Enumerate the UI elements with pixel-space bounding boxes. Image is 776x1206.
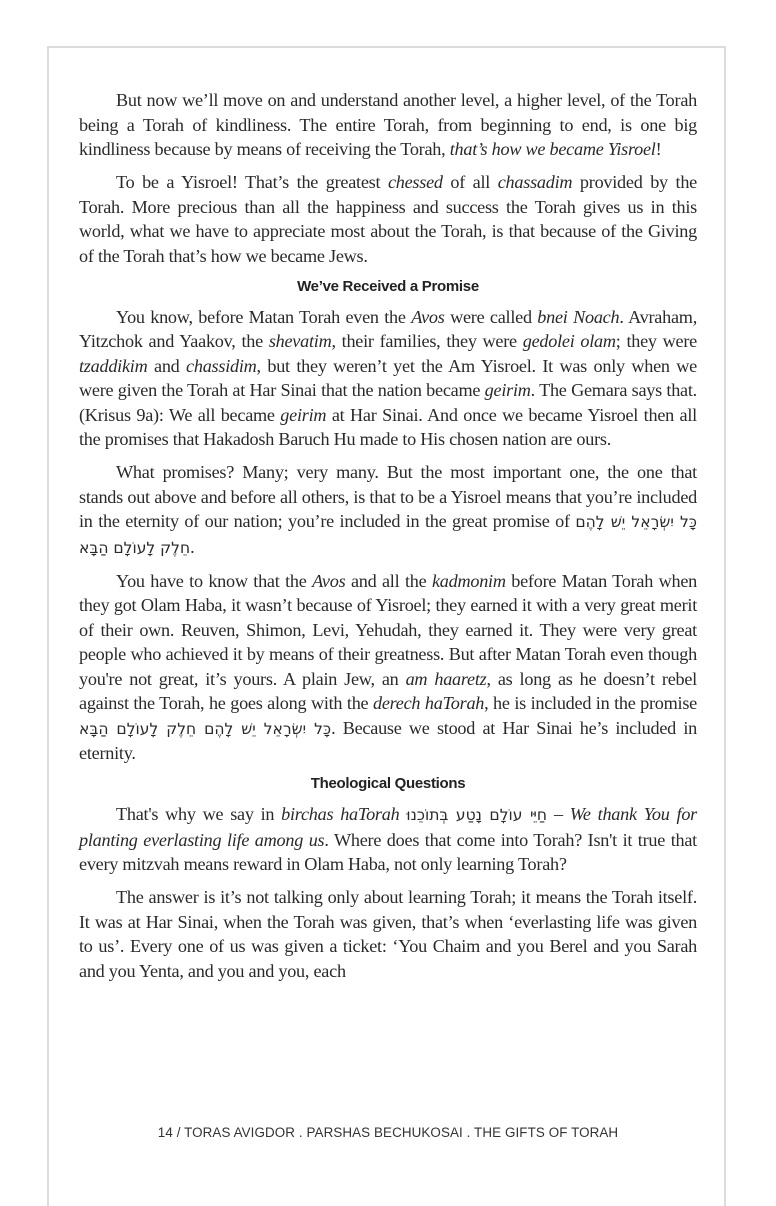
text-run: at Har Sinai. And once we became Yisroel then all the promises that Hakadosh Baruch Hu made to His chosen nation are ours. <box>79 404 697 449</box>
paragraph-7 <box>79 885 697 983</box>
text-run: You know, before Matan Torah even the <box>116 306 412 327</box>
italic-run: kadmonim <box>431 570 506 591</box>
text-run: were called <box>444 306 538 327</box>
italic-run: derech haTorah <box>372 693 485 713</box>
italic-run: geirim <box>280 404 327 425</box>
text-run: , their families, they were <box>331 331 523 351</box>
text-run: . Where does that come into Torah? Isn't it true that every mitzvah means reward in Olam Haba, not only learning Torah? <box>79 829 697 874</box>
text-run: The answer is it’s not talking only about learning Torah; it means the Torah itself. It was at Har Sinai, when the Torah was given, that’s when ‘everlasting life was given to us’. Every one of us was given a ticket: ‘You Chaim and you Berel and you Sarah and you Yenta, and you and you, each <box>79 887 697 981</box>
text-run: , he is included in the promise <box>484 693 697 713</box>
text-run: of all <box>442 172 498 192</box>
text-run: and <box>147 355 187 376</box>
text-run: . <box>190 536 195 557</box>
text-run: provided by the Torah. More precious than all the happiness and success the Torah gives us in this world, what we have to appreciate most about the Torah, is that because of the Giving of the Torah that’s how we became Jews. <box>79 172 697 266</box>
italic-run: birchas haTorah <box>281 804 400 824</box>
italic-run: chessed <box>387 172 443 192</box>
italic-run: bnei Noach <box>537 306 620 327</box>
text-run: ! <box>655 139 662 159</box>
italic-run: geirim <box>484 380 531 400</box>
italic-run: that’s how we became Yisroel <box>449 139 656 159</box>
text-run: – <box>547 804 570 824</box>
paragraph-4 <box>79 460 697 560</box>
hebrew-quote: כָּל יִשְׂרָאֵל יֵשׁ לָהֶם חֵלֶק לָעוֹלָם הַבָּא <box>79 719 332 738</box>
italic-run: chassidim <box>186 355 257 376</box>
hebrew-quote: כָּל יִשְׂרָאֵל יֵשׁ לָהֶם חֵלֶק לָעוֹלָם הַבָּא <box>79 513 697 557</box>
text-run: ; they were <box>615 331 697 351</box>
paragraph-3 <box>79 305 697 452</box>
paragraph-2 <box>79 170 697 268</box>
text-run: before Matan Torah when they got Olam Haba, it wasn’t because of Yisroel; they earned it with a very great merit of their own. Reuven, Shimon, Levi, Yehudah, they earned it. They were very great people who achieved it by means of their greatness. But after Matan Torah even though you're not great, it’s yours. A plain Jew, an <box>79 570 697 689</box>
text-run: What promises? Many; very many. But the most important one, the one that stands out above and before all others, is that to be a Yisroel means that you’re included in the eternity of our nation; you’re included in the great promise of <box>79 462 697 531</box>
italic-run: Avos <box>411 306 445 327</box>
section-heading: Theological Questions <box>310 775 466 792</box>
text-run: . Avraham, Yitzchok and Yaakov, the <box>79 306 697 351</box>
text-run: . Because we stood at Har Sinai he’s included in eternity. <box>79 717 697 763</box>
italic-run: am haaretz <box>405 668 487 689</box>
text-run: That's why we say in <box>116 804 282 824</box>
paragraph-6 <box>79 802 697 877</box>
italic-run: shevatim <box>268 331 332 351</box>
text-run: To be a Yisroel! That’s the greatest <box>116 172 388 192</box>
text-run: . The Gemara says that. (Krisus 9a): We all became <box>79 380 697 425</box>
page-body <box>79 88 697 992</box>
italic-run: Avos <box>312 570 346 591</box>
text-run: and all the <box>345 570 432 591</box>
italic-run: We thank You for planting everlasting life among us <box>79 804 697 850</box>
section-heading: We’ve Received a Promise <box>297 277 479 295</box>
paragraph-5 <box>79 569 697 766</box>
text-run: You have to know that the <box>116 570 313 591</box>
italic-run: tzaddikim <box>79 355 148 376</box>
italic-run: gedolei olam <box>522 331 616 351</box>
text-run: But now we’ll move on and understand another level, a higher level, of the Torah being a Torah of kindliness. The entire Torah, from beginning to end, is one big kindliness because by means of receiving the Torah, <box>79 90 697 159</box>
text-run: , but they weren’t yet the Am Yisroel. It was only when we were given the Torah at Har Sinai that the nation became <box>79 355 697 400</box>
text-run: , as long as he doesn’t rebel against the Torah, he goes along with the <box>79 668 697 713</box>
italic-run: chassadim <box>497 172 573 192</box>
paragraph-1 <box>79 88 697 162</box>
page-footer: 14 / TORAS AVIGDOR . PARSHAS BECHUKOSAI . THE GIFTS OF TORAH <box>157 1125 619 1140</box>
hebrew-quote: חַיֵּי עוֹלָם נָטַע בְּתוֹכֵנוּ <box>406 806 548 824</box>
